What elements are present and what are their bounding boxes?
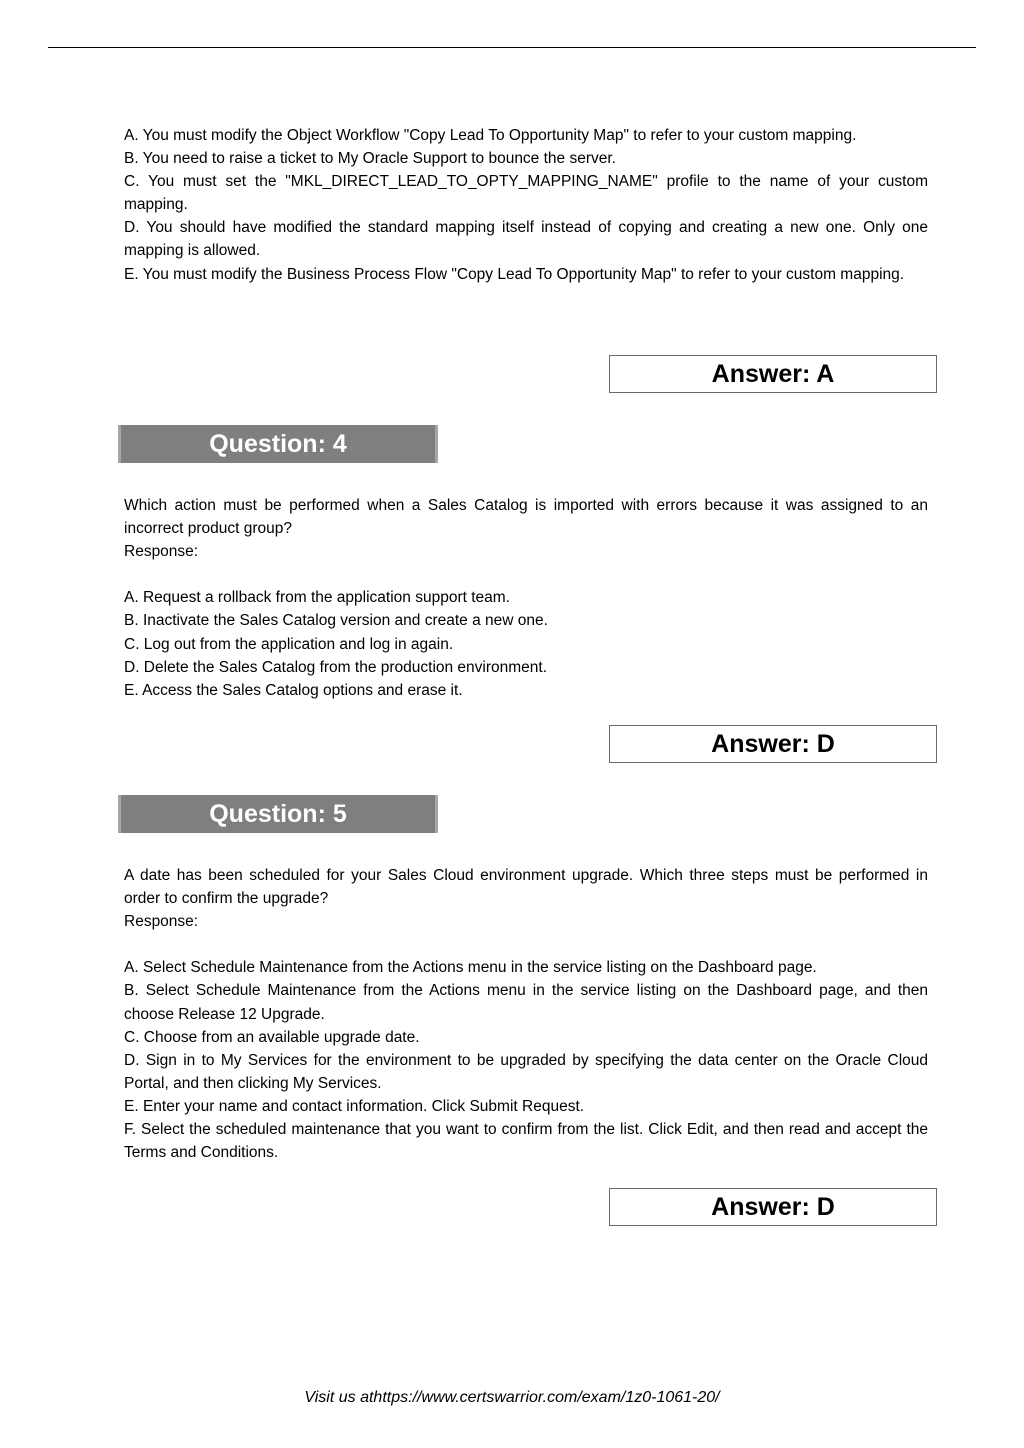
q4-option-e: E. Access the Sales Catalog options and erase it. bbox=[124, 681, 463, 699]
q3-options bbox=[124, 124, 928, 286]
q5-answer-box: Answer: D bbox=[609, 1188, 937, 1226]
q3-option-c: C. You must set the "MKL_DIRECT_LEAD_TO_OPTY_MAPPING_NAME" profile to the name of your custom mapping. bbox=[124, 173, 928, 214]
q5-option-c: C. Choose from an available upgrade date. bbox=[124, 1028, 420, 1046]
q5-body bbox=[124, 864, 928, 1164]
q5-heading: Question: 5 bbox=[118, 795, 438, 833]
q4-option-b: B. Inactivate the Sales Catalog version and create a new one. bbox=[124, 612, 548, 630]
q4-option-d: D. Delete the Sales Catalog from the production environment. bbox=[124, 658, 548, 676]
q5-option-a: A. Select Schedule Maintenance from the Actions menu in the service listing on the Dashboard page. bbox=[124, 959, 817, 977]
q4-option-a: A. Request a rollback from the application support team. bbox=[124, 589, 510, 607]
q5-option-b: B. Select Schedule Maintenance from the Actions menu in the service listing on the Dashboard page, and then choose Release 12 Upgrade. bbox=[124, 982, 928, 1023]
q3-option-e: E. You must modify the Business Process Flow "Copy Lead To Opportunity Map" to refer to your custom mapping. bbox=[124, 265, 905, 283]
q4-body bbox=[124, 494, 928, 702]
q4-answer-box: Answer: D bbox=[609, 725, 937, 763]
q5-option-d: D. Sign in to My Services for the environment to be upgraded by specifying the data center on the Oracle Cloud Portal, and then clicking My Services. bbox=[124, 1051, 928, 1092]
q4-option-c: C. Log out from the application and log in again. bbox=[124, 635, 454, 653]
q5-option-f: F. Select the scheduled maintenance that you want to confirm from the list. Click Edit, and then read and accept the Terms and Conditions. bbox=[124, 1121, 928, 1162]
footer-link[interactable]: Visit us athttps://www.certswarrior.com/exam/1z0-1061-20/ bbox=[304, 1389, 720, 1406]
q5-response-label: Response: bbox=[124, 913, 199, 931]
q4-response-label: Response: bbox=[124, 543, 199, 561]
q4-heading: Question: 4 bbox=[118, 425, 438, 463]
q3-option-b: B. You need to raise a ticket to My Oracle Support to bounce the server. bbox=[124, 150, 616, 168]
q5-question: A date has been scheduled for your Sales Cloud environment upgrade. Which three steps must be performed in order to confirm the upgrade? bbox=[124, 867, 928, 908]
q3-option-a: A. You must modify the Object Workflow "Copy Lead To Opportunity Map" to refer to your custom mapping. bbox=[124, 127, 857, 144]
header-rule bbox=[48, 47, 976, 48]
q3-option-d: D. You should have modified the standard mapping itself instead of copying and creating a new one. Only one mapping is allowed. bbox=[124, 219, 928, 260]
q4-question: Which action must be performed when a Sales Catalog is imported with errors because it was assigned to an incorrect product group? bbox=[124, 497, 928, 538]
q5-option-e: E. Enter your name and contact information. Click Submit Request. bbox=[124, 1097, 585, 1115]
q3-answer-box: Answer: A bbox=[609, 355, 937, 393]
